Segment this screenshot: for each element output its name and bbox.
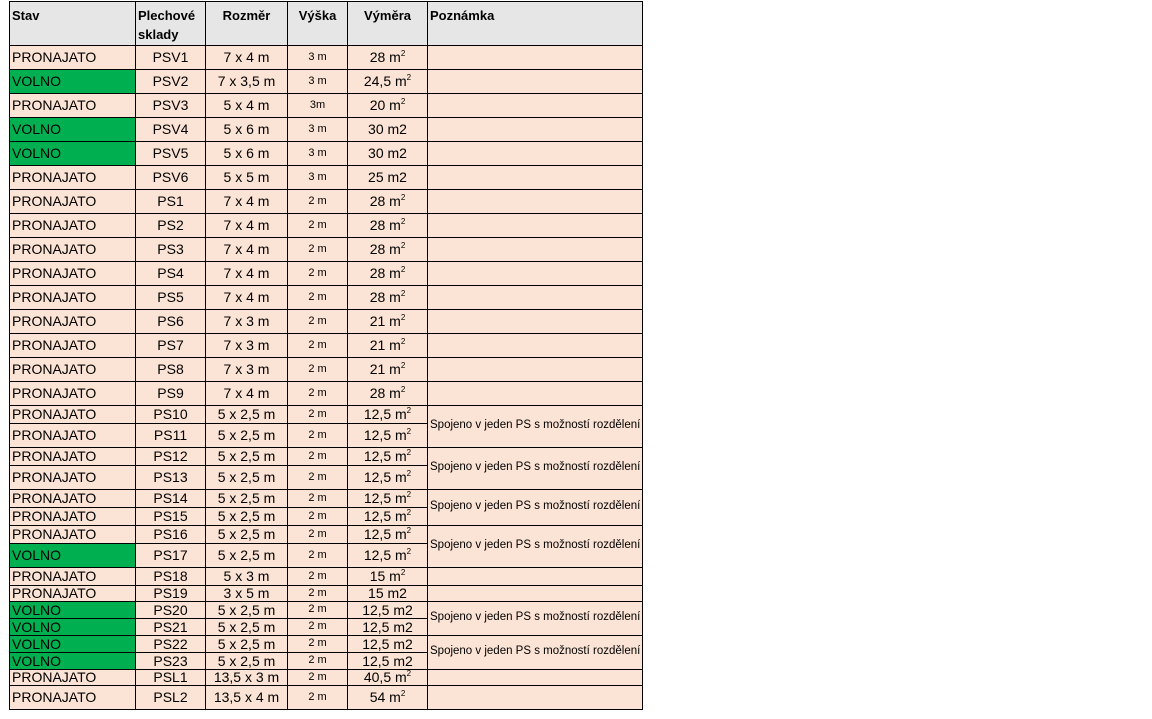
- note-cell[interactable]: [428, 117, 643, 141]
- height-cell[interactable]: 3 m: [288, 165, 348, 189]
- area-value: 20 m: [369, 97, 401, 114]
- area-value: 24,5 m: [363, 73, 407, 90]
- note-cell[interactable]: Spojeno v jeden PS s možností rozdělení: [428, 489, 643, 525]
- storage-id-cell[interactable]: PS18: [136, 567, 206, 585]
- area-exponent: 2: [400, 385, 406, 395]
- storage-id-cell[interactable]: PS1: [136, 189, 206, 213]
- status-cell[interactable]: VOLNO: [10, 141, 136, 165]
- height-cell[interactable]: 2 m: [288, 261, 348, 285]
- status-cell[interactable]: VOLNO: [10, 543, 136, 567]
- area-cell[interactable]: [348, 489, 428, 507]
- storage-id-cell[interactable]: PS12: [136, 447, 206, 465]
- storage-id-cell[interactable]: PS8: [136, 357, 206, 381]
- area-value: 12,5 m: [363, 547, 407, 564]
- status-cell[interactable]: PRONAJATO: [10, 93, 136, 117]
- note-cell[interactable]: [428, 45, 643, 69]
- dimension-cell[interactable]: 5 x 2,5 m: [206, 489, 288, 507]
- note-cell[interactable]: [428, 357, 643, 381]
- status-cell[interactable]: VOLNO: [10, 117, 136, 141]
- table-row: [10, 635, 643, 652]
- status-cell[interactable]: PRONAJATO: [10, 423, 136, 447]
- height-cell[interactable]: 3 m: [288, 117, 348, 141]
- table-row: [10, 213, 643, 237]
- area-cell[interactable]: [348, 669, 428, 685]
- dimension-cell[interactable]: 7 x 4 m: [206, 381, 288, 405]
- note-cell[interactable]: Spojeno v jeden PS s možností rozdělení: [428, 635, 643, 669]
- area-value: 40,5 m: [363, 669, 407, 686]
- dimension-cell[interactable]: 5 x 2,5 m: [206, 635, 288, 652]
- height-cell[interactable]: 2 m: [288, 285, 348, 309]
- height-cell[interactable]: 2 m: [288, 237, 348, 261]
- header-poznamka[interactable]: Poznámka: [428, 2, 643, 46]
- height-cell[interactable]: 2 m: [288, 507, 348, 525]
- area-cell[interactable]: [348, 117, 428, 141]
- status-cell[interactable]: PRONAJATO: [10, 285, 136, 309]
- height-cell[interactable]: 2 m: [288, 652, 348, 669]
- area-value: 12,5 m2: [362, 635, 413, 652]
- storage-id-cell[interactable]: PS2: [136, 213, 206, 237]
- area-cell[interactable]: [348, 601, 428, 618]
- area-value: 12,5 m: [363, 508, 407, 525]
- status-cell[interactable]: PRONAJATO: [10, 237, 136, 261]
- table-row: [10, 685, 643, 709]
- note-cell[interactable]: [428, 261, 643, 285]
- storage-id-cell[interactable]: PS17: [136, 543, 206, 567]
- area-exponent: 2: [406, 469, 412, 479]
- area-value: 21 m: [369, 313, 401, 330]
- table-row: [10, 585, 643, 601]
- height-cell[interactable]: 2 m: [288, 447, 348, 465]
- note-cell[interactable]: Spojeno v jeden PS s možností rozdělení: [428, 525, 643, 567]
- dimension-cell[interactable]: 5 x 2,5 m: [206, 543, 288, 567]
- table-row: [10, 381, 643, 405]
- area-value: 28 m: [369, 241, 401, 258]
- area-exponent: 2: [400, 337, 406, 347]
- height-cell[interactable]: 2 m: [288, 381, 348, 405]
- dimension-cell[interactable]: 7 x 4 m: [206, 45, 288, 69]
- note-cell[interactable]: [428, 93, 643, 117]
- area-cell[interactable]: [348, 567, 428, 585]
- area-cell[interactable]: [348, 237, 428, 261]
- status-cell[interactable]: PRONAJATO: [10, 309, 136, 333]
- height-cell[interactable]: 2 m: [288, 601, 348, 618]
- status-cell[interactable]: VOLNO: [10, 618, 136, 635]
- dimension-cell[interactable]: 5 x 2,5 m: [206, 423, 288, 447]
- table-row: [10, 669, 643, 685]
- height-cell[interactable]: 2 m: [288, 543, 348, 567]
- table-row: [10, 93, 643, 117]
- area-cell[interactable]: [348, 685, 428, 709]
- area-exponent: 2: [406, 427, 412, 437]
- table-row: [10, 189, 643, 213]
- dimension-cell[interactable]: 5 x 2,5 m: [206, 652, 288, 669]
- storage-id-cell[interactable]: PSV6: [136, 165, 206, 189]
- table-row: [10, 141, 643, 165]
- note-cell[interactable]: [428, 685, 643, 709]
- area-value: 15 m2: [368, 585, 407, 602]
- height-cell[interactable]: 2 m: [288, 685, 348, 709]
- dimension-cell[interactable]: 7 x 4 m: [206, 285, 288, 309]
- storage-table: [9, 1, 643, 710]
- table-row: [10, 165, 643, 189]
- area-value: 21 m: [369, 361, 401, 378]
- area-cell[interactable]: [348, 465, 428, 489]
- note-cell[interactable]: Spojeno v jeden PS s možností rozdělení: [428, 405, 643, 447]
- storage-id-cell[interactable]: PS3: [136, 237, 206, 261]
- area-value: 28 m: [369, 289, 401, 306]
- status-cell[interactable]: PRONAJATO: [10, 525, 136, 543]
- area-exponent: 2: [400, 361, 406, 371]
- storage-id-cell[interactable]: PS9: [136, 381, 206, 405]
- table-row: [10, 237, 643, 261]
- status-cell[interactable]: PRONAJATO: [10, 685, 136, 709]
- area-exponent: 2: [406, 526, 412, 536]
- area-value: 21 m: [369, 337, 401, 354]
- height-cell[interactable]: 2 m: [288, 309, 348, 333]
- storage-id-cell[interactable]: PS7: [136, 333, 206, 357]
- area-cell[interactable]: [348, 93, 428, 117]
- area-value: 28 m: [369, 49, 401, 66]
- height-cell[interactable]: 2 m: [288, 405, 348, 423]
- area-cell[interactable]: [348, 585, 428, 601]
- storage-id-cell[interactable]: PS15: [136, 507, 206, 525]
- area-cell[interactable]: [348, 141, 428, 165]
- table-row: [10, 489, 643, 507]
- height-cell[interactable]: 3 m: [288, 141, 348, 165]
- area-value: 12,5 m2: [362, 618, 413, 635]
- dimension-cell[interactable]: 5 x 6 m: [206, 117, 288, 141]
- dimension-cell[interactable]: 13,5 x 3 m: [206, 669, 288, 685]
- area-value: 12,5 m: [363, 526, 407, 543]
- area-cell[interactable]: [348, 543, 428, 567]
- status-cell[interactable]: PRONAJATO: [10, 45, 136, 69]
- height-cell[interactable]: 2 m: [288, 465, 348, 489]
- area-cell[interactable]: [348, 69, 428, 93]
- area-cell[interactable]: [348, 635, 428, 652]
- dimension-cell[interactable]: 5 x 4 m: [206, 93, 288, 117]
- dimension-cell[interactable]: 7 x 4 m: [206, 213, 288, 237]
- height-cell[interactable]: 3 m: [288, 69, 348, 93]
- area-cell[interactable]: [348, 507, 428, 525]
- area-value: 28 m: [369, 265, 401, 282]
- dimension-cell[interactable]: 7 x 3 m: [206, 309, 288, 333]
- note-cell[interactable]: Spojeno v jeden PS s možností rozdělení: [428, 601, 643, 635]
- storage-id-cell[interactable]: PS4: [136, 261, 206, 285]
- status-cell[interactable]: PRONAJATO: [10, 261, 136, 285]
- area-cell[interactable]: [348, 423, 428, 447]
- table-row: [10, 357, 643, 381]
- area-value: 25 m2: [368, 169, 407, 186]
- area-exponent: 2: [400, 49, 406, 59]
- area-cell[interactable]: [348, 189, 428, 213]
- area-cell[interactable]: [348, 525, 428, 543]
- storage-id-cell[interactable]: PS21: [136, 618, 206, 635]
- height-cell[interactable]: 2 m: [288, 333, 348, 357]
- dimension-cell[interactable]: 5 x 3 m: [206, 567, 288, 585]
- table-body: [10, 45, 643, 709]
- status-cell[interactable]: PRONAJATO: [10, 567, 136, 585]
- status-cell[interactable]: VOLNO: [10, 69, 136, 93]
- height-cell[interactable]: 2 m: [288, 189, 348, 213]
- area-value: 15 m: [369, 568, 401, 585]
- storage-id-cell[interactable]: PS16: [136, 525, 206, 543]
- note-cell[interactable]: [428, 333, 643, 357]
- status-cell[interactable]: VOLNO: [10, 635, 136, 652]
- area-cell[interactable]: [348, 357, 428, 381]
- status-cell[interactable]: PRONAJATO: [10, 489, 136, 507]
- storage-id-cell[interactable]: PS10: [136, 405, 206, 423]
- storage-id-cell[interactable]: PS20: [136, 601, 206, 618]
- header-vyska[interactable]: Výška: [288, 2, 348, 46]
- area-value: 12,5 m: [363, 490, 407, 507]
- header-vymera[interactable]: Výměra: [348, 2, 428, 46]
- status-cell[interactable]: PRONAJATO: [10, 507, 136, 525]
- height-cell[interactable]: 2 m: [288, 618, 348, 635]
- height-cell[interactable]: 2 m: [288, 489, 348, 507]
- status-cell[interactable]: PRONAJATO: [10, 165, 136, 189]
- storage-id-cell[interactable]: PS6: [136, 309, 206, 333]
- storage-id-cell[interactable]: PS22: [136, 635, 206, 652]
- status-cell[interactable]: PRONAJATO: [10, 447, 136, 465]
- area-exponent: 2: [400, 689, 406, 699]
- table-row: [10, 261, 643, 285]
- note-cell[interactable]: [428, 567, 643, 585]
- area-value: 54 m: [369, 689, 401, 706]
- dimension-cell[interactable]: 5 x 2,5 m: [206, 601, 288, 618]
- dimension-cell[interactable]: 5 x 2,5 m: [206, 507, 288, 525]
- height-cell[interactable]: 2 m: [288, 357, 348, 381]
- storage-id-cell[interactable]: PS14: [136, 489, 206, 507]
- area-exponent: 2: [400, 217, 406, 227]
- header-sklady-line2: sklady: [138, 26, 179, 42]
- dimension-cell[interactable]: 13,5 x 4 m: [206, 685, 288, 709]
- area-cell[interactable]: [348, 618, 428, 635]
- height-cell[interactable]: 2 m: [288, 423, 348, 447]
- area-cell[interactable]: [348, 652, 428, 669]
- table-row: [10, 447, 643, 465]
- height-cell[interactable]: 2 m: [288, 213, 348, 237]
- dimension-cell[interactable]: 7 x 4 m: [206, 237, 288, 261]
- table-row: [10, 117, 643, 141]
- storage-id-cell[interactable]: PSL2: [136, 685, 206, 709]
- height-cell[interactable]: 2 m: [288, 669, 348, 685]
- dimension-cell[interactable]: 5 x 2,5 m: [206, 465, 288, 489]
- status-cell[interactable]: PRONAJATO: [10, 357, 136, 381]
- dimension-cell[interactable]: 5 x 2,5 m: [206, 618, 288, 635]
- storage-id-cell[interactable]: PS19: [136, 585, 206, 601]
- area-cell[interactable]: [348, 309, 428, 333]
- note-cell[interactable]: [428, 669, 643, 685]
- area-exponent: 2: [400, 193, 406, 203]
- area-value: 28 m: [369, 385, 401, 402]
- note-cell[interactable]: [428, 237, 643, 261]
- dimension-cell[interactable]: 7 x 3 m: [206, 357, 288, 381]
- table-row: [10, 333, 643, 357]
- area-value: 30 m2: [368, 121, 407, 138]
- note-cell[interactable]: [428, 69, 643, 93]
- dimension-cell[interactable]: 7 x 3,5 m: [206, 69, 288, 93]
- status-cell[interactable]: PRONAJATO: [10, 333, 136, 357]
- area-exponent: 2: [406, 448, 412, 458]
- area-cell[interactable]: [348, 405, 428, 423]
- area-value: 12,5 m: [363, 406, 407, 423]
- area-exponent: 2: [400, 97, 406, 107]
- header-sklady-line1: Plechové: [138, 8, 196, 23]
- dimension-cell[interactable]: 5 x 2,5 m: [206, 447, 288, 465]
- storage-id-cell[interactable]: PSV2: [136, 69, 206, 93]
- storage-id-cell[interactable]: PS23: [136, 652, 206, 669]
- status-cell[interactable]: PRONAJATO: [10, 585, 136, 601]
- note-cell[interactable]: [428, 381, 643, 405]
- height-cell[interactable]: 2 m: [288, 585, 348, 601]
- note-cell[interactable]: [428, 213, 643, 237]
- height-cell[interactable]: 2 m: [288, 567, 348, 585]
- height-cell[interactable]: 3m: [288, 93, 348, 117]
- area-exponent: 2: [406, 547, 412, 557]
- storage-id-cell[interactable]: PSV3: [136, 93, 206, 117]
- dimension-cell[interactable]: 7 x 4 m: [206, 189, 288, 213]
- header-row: [10, 2, 643, 46]
- note-cell[interactable]: Spojeno v jeden PS s možností rozdělení: [428, 447, 643, 489]
- dimension-cell[interactable]: 5 x 2,5 m: [206, 405, 288, 423]
- header-plechove-sklady[interactable]: [136, 2, 206, 46]
- status-cell[interactable]: PRONAJATO: [10, 465, 136, 489]
- status-cell[interactable]: VOLNO: [10, 601, 136, 618]
- area-exponent: 2: [406, 73, 412, 83]
- status-cell[interactable]: PRONAJATO: [10, 381, 136, 405]
- storage-id-cell[interactable]: PSV5: [136, 141, 206, 165]
- storage-id-cell[interactable]: PSL1: [136, 669, 206, 685]
- note-cell[interactable]: [428, 189, 643, 213]
- status-cell[interactable]: PRONAJATO: [10, 405, 136, 423]
- table-row: [10, 601, 643, 618]
- dimension-cell[interactable]: 7 x 4 m: [206, 261, 288, 285]
- status-cell[interactable]: PRONAJATO: [10, 189, 136, 213]
- area-value: 12,5 m2: [362, 601, 413, 618]
- height-cell[interactable]: 3 m: [288, 45, 348, 69]
- table-row: [10, 285, 643, 309]
- area-value: 12,5 m: [363, 427, 407, 444]
- area-cell[interactable]: [348, 213, 428, 237]
- dimension-cell[interactable]: 7 x 3 m: [206, 333, 288, 357]
- area-exponent: 2: [400, 568, 406, 578]
- table-row: [10, 45, 643, 69]
- storage-id-cell[interactable]: PS11: [136, 423, 206, 447]
- table-row: [10, 309, 643, 333]
- area-exponent: 2: [406, 490, 412, 500]
- table-row: [10, 69, 643, 93]
- height-cell[interactable]: 2 m: [288, 525, 348, 543]
- storage-id-cell[interactable]: PSV4: [136, 117, 206, 141]
- table-row: [10, 525, 643, 543]
- note-cell[interactable]: [428, 585, 643, 601]
- area-cell[interactable]: [348, 261, 428, 285]
- area-value: 12,5 m2: [362, 652, 413, 669]
- table-row: [10, 567, 643, 585]
- area-exponent: 2: [400, 289, 406, 299]
- header-stav[interactable]: Stav: [10, 2, 136, 46]
- area-cell[interactable]: [348, 45, 428, 69]
- note-cell[interactable]: [428, 165, 643, 189]
- dimension-cell[interactable]: 5 x 6 m: [206, 141, 288, 165]
- area-value: 12,5 m: [363, 469, 407, 486]
- status-cell[interactable]: PRONAJATO: [10, 669, 136, 685]
- dimension-cell[interactable]: 5 x 2,5 m: [206, 525, 288, 543]
- status-cell[interactable]: VOLNO: [10, 652, 136, 669]
- area-exponent: 2: [400, 241, 406, 251]
- area-exponent: 2: [400, 313, 406, 323]
- table-row: [10, 405, 643, 423]
- storage-id-cell[interactable]: PS13: [136, 465, 206, 489]
- header-rozmer[interactable]: Rozměr: [206, 2, 288, 46]
- area-cell[interactable]: [348, 447, 428, 465]
- note-cell[interactable]: [428, 285, 643, 309]
- storage-id-cell[interactable]: PSV1: [136, 45, 206, 69]
- storage-id-cell[interactable]: PS5: [136, 285, 206, 309]
- area-exponent: 2: [406, 406, 412, 416]
- area-value: 12,5 m: [363, 448, 407, 465]
- status-cell[interactable]: PRONAJATO: [10, 213, 136, 237]
- area-cell[interactable]: [348, 333, 428, 357]
- area-cell[interactable]: [348, 285, 428, 309]
- note-cell[interactable]: [428, 141, 643, 165]
- note-cell[interactable]: [428, 309, 643, 333]
- area-value: 30 m2: [368, 145, 407, 162]
- area-cell[interactable]: [348, 165, 428, 189]
- area-cell[interactable]: [348, 381, 428, 405]
- height-cell[interactable]: 2 m: [288, 635, 348, 652]
- area-exponent: 2: [406, 508, 412, 518]
- area-exponent: 2: [406, 669, 412, 679]
- dimension-cell[interactable]: 3 x 5 m: [206, 585, 288, 601]
- area-exponent: 2: [400, 265, 406, 275]
- dimension-cell[interactable]: 5 x 5 m: [206, 165, 288, 189]
- area-value: 28 m: [369, 217, 401, 234]
- area-value: 28 m: [369, 193, 401, 210]
